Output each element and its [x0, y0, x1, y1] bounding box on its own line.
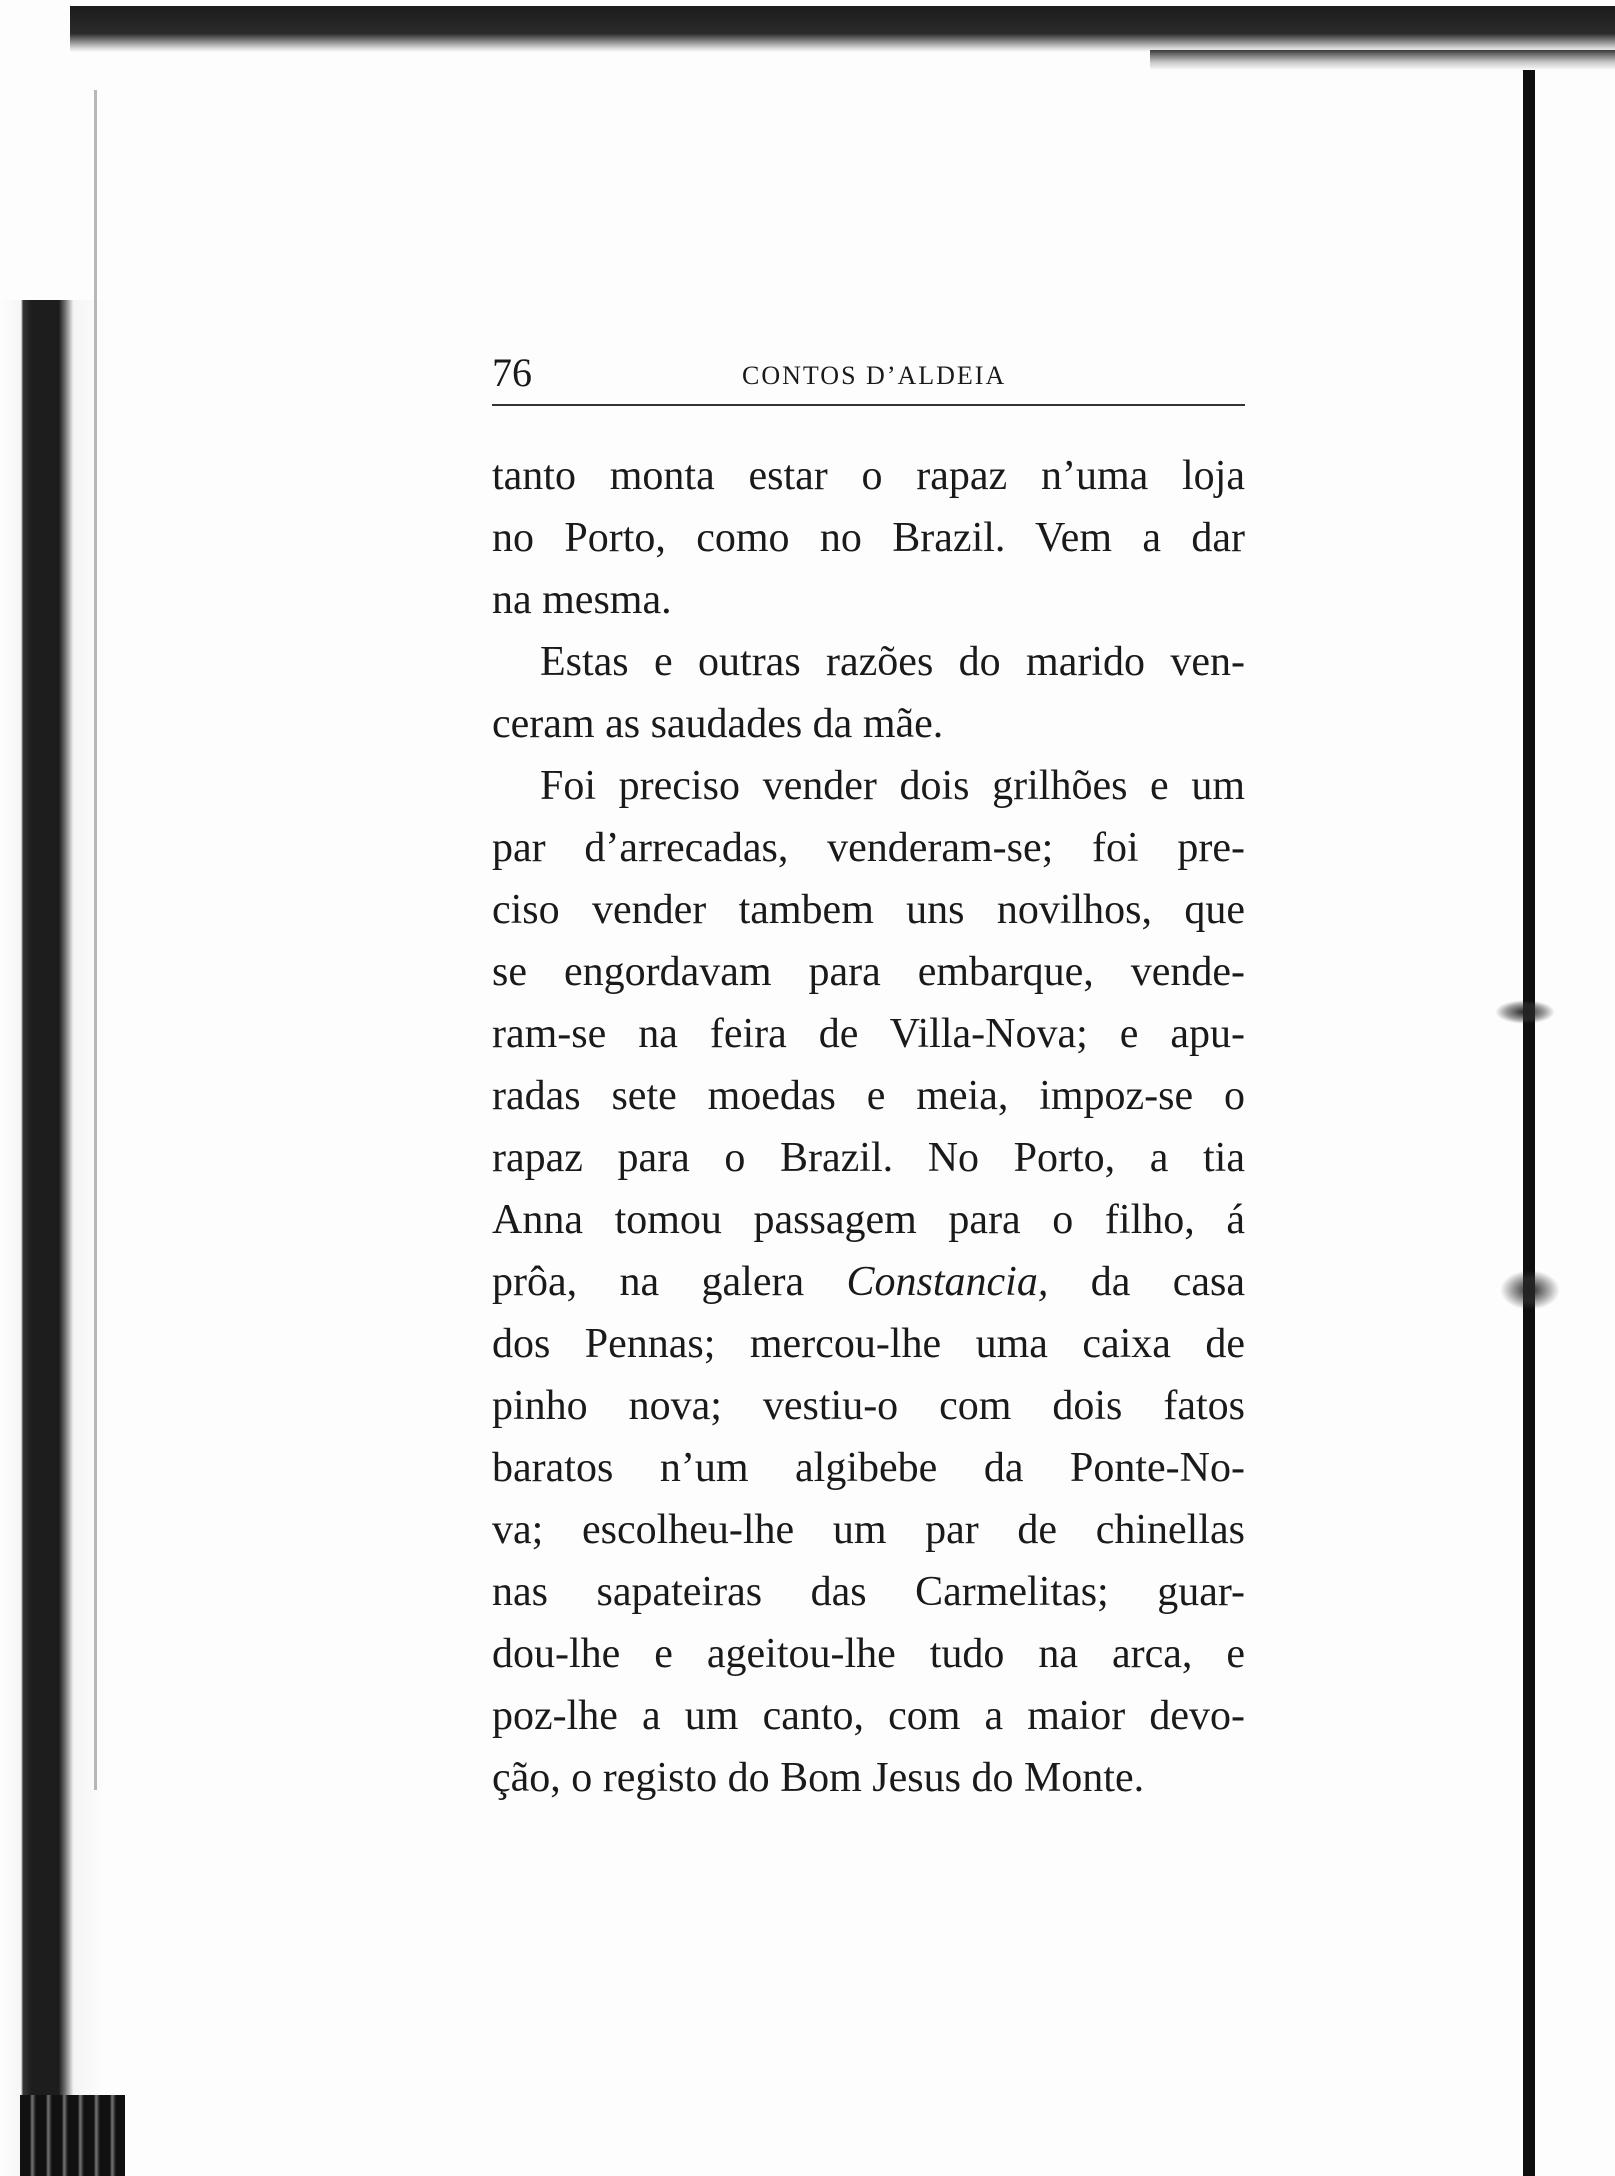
text-line: ção, o registo do Bom Jesus do Monte.	[492, 1755, 1145, 1801]
page-header	[492, 350, 1245, 406]
scan-shadow-left-gutter	[0, 300, 105, 2176]
text-line: se engordavam para embarque, vende-	[492, 949, 1245, 995]
text-line: poz-lhe a um canto, com a maior devo-	[492, 1693, 1245, 1739]
text-line: baratos n’um algibebe da Ponte-No-	[492, 1445, 1245, 1491]
text-line: ram-se na feira de Villa-Nova; e apu-	[492, 1011, 1245, 1057]
text-line: Foi preciso vender dois grilhões e um	[540, 763, 1245, 809]
scan-shadow-bottom-left	[20, 2095, 125, 2176]
scan-edge-line-left	[94, 90, 97, 1790]
text-line: na mesma.	[492, 577, 672, 623]
text-segment: da casa	[1048, 1259, 1245, 1305]
running-head: CONTOS D’ALDEIA	[742, 361, 1007, 390]
scan-smudge-right-1	[1495, 1000, 1555, 1024]
text-line: Estas e outras razões do marido ven-	[540, 639, 1245, 685]
text-line: va; escolheu-lhe um par de chinellas	[492, 1507, 1245, 1553]
ship-name: Constancia,	[846, 1259, 1049, 1305]
body-text	[492, 445, 1245, 1809]
text-line: ciso vender tambem uns novilhos, que	[492, 887, 1245, 933]
page-number: 76	[492, 350, 532, 395]
text-line: rapaz para o Brazil. No Porto, a tia	[492, 1135, 1245, 1181]
text-line: no Porto, como no Brazil. Vem a dar	[492, 515, 1245, 561]
text-line: tanto monta estar o rapaz n’uma loja	[492, 453, 1245, 499]
scan-smudge-right-2	[1500, 1270, 1560, 1310]
text-line: radas sete moedas e meia, impoz-se o	[492, 1073, 1245, 1119]
text-line: Anna tomou passagem para o filho, á	[492, 1197, 1245, 1243]
text-line: ceram as saudades da mãe.	[492, 701, 944, 747]
text-line: par d’arrecadas, venderam-se; foi pre-	[492, 825, 1245, 871]
scan-shadow-top-right	[1150, 50, 1615, 70]
scan-edge-right	[1523, 70, 1535, 2176]
text-line: dou-lhe e ageitou-lhe tudo na arca, e	[492, 1631, 1245, 1677]
text-line: dos Pennas; mercou-lhe uma caixa de	[492, 1321, 1245, 1367]
scan-shadow-top	[70, 6, 1615, 52]
text-line: pinho nova; vestiu-o com dois fatos	[492, 1383, 1245, 1429]
text-segment: prôa, na galera	[492, 1259, 847, 1305]
text-line: nas sapateiras das Carmelitas; guar-	[492, 1569, 1245, 1615]
text-line-with-ship-name	[492, 1251, 1245, 1313]
